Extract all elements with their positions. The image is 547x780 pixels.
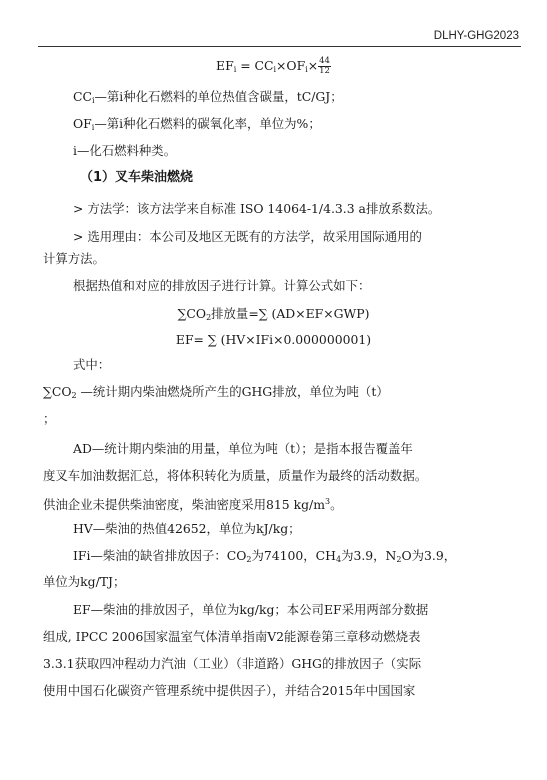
method-line: > 方法学：该方法学来自标准 ISO 14064-1/4.3.3 a排放系数法。 bbox=[73, 201, 441, 216]
reason-line: > 选用理由：本公司及地区无既有的方法学，故采用国际通用的 bbox=[73, 229, 422, 244]
of-definition: $OF_i—$第i种化石燃料的碳氧化率，单位为%； bbox=[73, 116, 321, 132]
ef-definition-1: EF—柴油的排放因子，单位为kg/kg；本公司EF采用两部分数据 bbox=[73, 602, 429, 617]
where-label: 式中： bbox=[73, 357, 111, 372]
reason-line-cont: 计算方法。 bbox=[43, 251, 105, 266]
ad-definition-2: 度叉车加油数据汇总，将体积转化为质量，质量作为最终的活动数据。 bbox=[43, 468, 428, 483]
ad-definition-1: AD—统计期内柴油的用量，单位为吨（t）；是指本报告覆盖年 bbox=[73, 441, 413, 456]
section-title: （1）叉车柴油燃烧 bbox=[80, 170, 194, 185]
co2-definition: $\sum CO_2$ —统计期内柴油燃烧所产生的GHG排放，单位为吨（t） bbox=[43, 384, 389, 400]
ifi-definition-unit: 单位为kg/TJ； bbox=[43, 574, 126, 589]
ef-sum-formula: EF= ∑ (HV×IFi×0.000000001) bbox=[175, 332, 372, 347]
cc-definition: $CC_i—$第i种化石燃料的单位热值含碳量，tC/GJ； bbox=[73, 89, 343, 105]
ef-formula: $EF_i = CC_i\times OF_i\times$ $\frac{44}{12}$ bbox=[216, 56, 330, 76]
ef-definition-2: 组成, IPCC 2006国家温室气体清单指南V2能源卷第三章移动燃烧表 bbox=[43, 629, 421, 644]
ef-definition-4: 使用中国石化碳资产管理系统中提供因子），并结合2015年中国国家 bbox=[43, 683, 416, 698]
ef-definition-3: 3.3.1获取四冲程动力汽油（工业）（非道路）GHG的排放因子（实际 bbox=[43, 656, 422, 671]
fraction: $\frac{44}{12}$ bbox=[319, 56, 330, 76]
co2-definition-tail: ； bbox=[43, 411, 56, 426]
calc-intro: 根据热值和对应的排放因子进行计算。计算公式如下： bbox=[73, 278, 371, 293]
hv-definition: HV—柴油的热值42652，单位为kJ/kg； bbox=[73, 521, 301, 536]
i-definition: i—化石燃料种类。 bbox=[73, 143, 177, 158]
ifi-definition: IFi—柴油的缺省排放因子：$CO_2$为74100，$CH_4$为3.9，$N_2O$为3.9， bbox=[73, 548, 457, 564]
ad-definition-3: 供油企业未提供柴油密度，柴油密度采用815 $kg/m^3$。 bbox=[43, 497, 343, 513]
document-id: DLHY-GHG2023 bbox=[433, 30, 519, 42]
header-rule bbox=[38, 46, 521, 47]
co2-formula: $\sum CO_2$排放量=∑ (AD×EF×GWP) bbox=[177, 306, 370, 322]
